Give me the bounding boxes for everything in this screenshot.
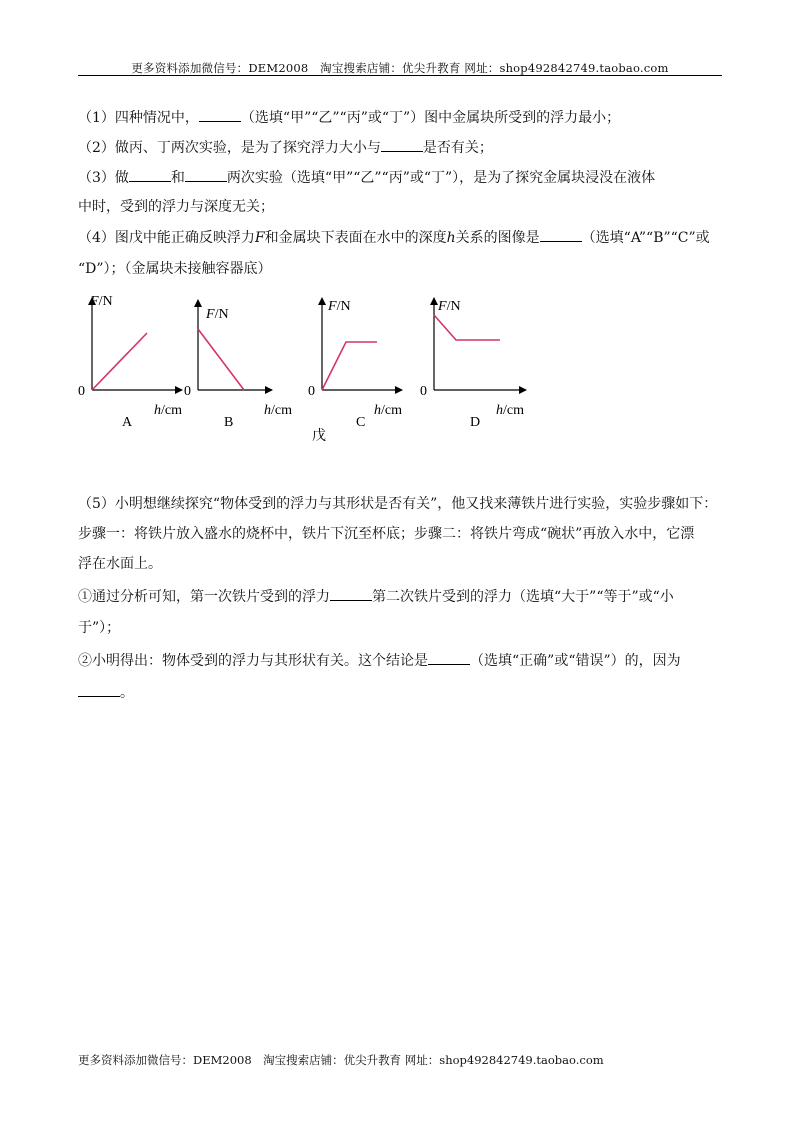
q1-text-pre: （1）四种情况中， xyxy=(78,110,199,126)
graph-line xyxy=(92,333,147,390)
question-4-line-2: “D”）；（金属块未接触容器底） xyxy=(78,261,272,277)
graph-line xyxy=(434,315,500,340)
q4-text-post: （选填“A”“B”“C”或 xyxy=(581,230,710,246)
y-axis-label: F/N xyxy=(328,299,351,314)
graph-label: D xyxy=(470,415,481,430)
graph-c xyxy=(308,298,402,430)
question-5-sub-1 xyxy=(78,587,722,606)
question-3 xyxy=(78,168,722,187)
question-4 xyxy=(78,228,722,247)
y-axis-label: F/N xyxy=(206,307,229,322)
q2-answer-blank[interactable] xyxy=(381,138,423,152)
q2-text-pre: （2）做丙、丁两次实验，是为了探究浮力大小与 xyxy=(78,140,381,156)
question-1 xyxy=(78,108,722,127)
page-footer: 更多资料添加微信号：DEM2008 淘宝搜索店铺：优尖升教育 网址：shop492842749.taobao.com xyxy=(78,1053,604,1067)
q4-symbol-h: h xyxy=(446,230,456,246)
graph-label: A xyxy=(122,415,133,430)
q5-s2-answer-blank[interactable] xyxy=(428,651,470,665)
q4-text-mid2: 关系的图像是 xyxy=(455,230,540,246)
question-3-line-2: 中时，受到的浮力与深度无关； xyxy=(78,199,274,215)
q3-text-post: 两次实验（选填“甲”“乙”“丙”或“丁”），是为了探究金属块浸没在液体 xyxy=(226,170,656,186)
q5-s1-text-post: 第二次铁片受到的浮力（选填“大于”“等于”或“小 xyxy=(372,589,674,605)
question-2 xyxy=(78,138,722,157)
graph-label: B xyxy=(224,415,234,430)
x-axis-label: h/cm xyxy=(154,403,182,418)
q3-text-mid: 和 xyxy=(170,170,185,186)
q3-answer-blank-2[interactable] xyxy=(185,168,227,182)
figure-caption: 戊 xyxy=(312,429,326,444)
graph-d xyxy=(420,298,526,430)
y-axis-label: F/N xyxy=(438,299,461,314)
q5-s1-text-pre: ①通过分析可知，第一次铁片受到的浮力 xyxy=(78,589,330,605)
question-5-sub-2-line-2 xyxy=(78,683,722,702)
x-axis-label: h/cm xyxy=(374,403,402,418)
q1-text-post: （选填“甲”“乙”“丙”或“丁”）图中金属块所受到的浮力最小； xyxy=(240,110,621,126)
q3-text-pre: （3）做 xyxy=(78,170,129,186)
q4-answer-blank[interactable] xyxy=(540,228,582,242)
q5-s1-answer-blank[interactable] xyxy=(330,587,372,601)
graph-line xyxy=(322,342,377,390)
origin-label: 0 xyxy=(308,384,315,399)
graph-a xyxy=(78,294,182,430)
q4-text-pre: （4）图戊中能正确反映浮力 xyxy=(78,230,255,246)
q1-answer-blank[interactable] xyxy=(199,108,241,122)
figure-wu xyxy=(0,290,800,450)
graph-b xyxy=(184,300,292,430)
q4-symbol-f: F xyxy=(254,230,265,246)
origin-label: 0 xyxy=(184,384,191,399)
graph-label: C xyxy=(356,415,366,430)
origin-label: 0 xyxy=(420,384,427,399)
question-5-sub-1-line-2: 于”）； xyxy=(78,620,121,636)
origin-label: 0 xyxy=(78,384,85,399)
page-header: 更多资料添加微信号：DEM2008 淘宝搜索店铺：优尖升教育 网址：shop492842749.taobao.com xyxy=(131,61,669,75)
x-axis-label: h/cm xyxy=(264,403,292,418)
question-5-sub-2 xyxy=(78,651,722,670)
question-5-line-2: 步骤一：将铁片放入盛水的烧杯中，铁片下沉至杯底；步骤二：将铁片弯成“碗状”再放入水中，它漂 xyxy=(78,526,695,542)
y-axis-label: F/N xyxy=(90,294,113,309)
x-axis-label: h/cm xyxy=(496,403,524,418)
header-divider xyxy=(78,75,722,76)
q5-s2-line2-end: 。 xyxy=(120,685,134,701)
q2-text-post: 是否有关； xyxy=(422,140,493,156)
question-5-line-3: 浮在水面上。 xyxy=(78,556,162,572)
graph-line xyxy=(198,329,244,390)
q4-text-mid: 和金属块下表面在水中的深度 xyxy=(264,230,447,246)
q3-answer-blank-1[interactable] xyxy=(129,168,171,182)
q5-s2-reason-blank[interactable] xyxy=(78,683,120,697)
question-5-line-1: （5）小明想继续探究“物体受到的浮力与其形状是否有关”，他又找来薄铁片进行实验，实验步骤如下： xyxy=(78,496,718,512)
q5-s2-text-pre: ②小明得出：物体受到的浮力与其形状有关。这个结论是 xyxy=(78,653,428,669)
q5-s2-text-post: （选填“正确”或“错误”）的，因为 xyxy=(470,653,681,669)
